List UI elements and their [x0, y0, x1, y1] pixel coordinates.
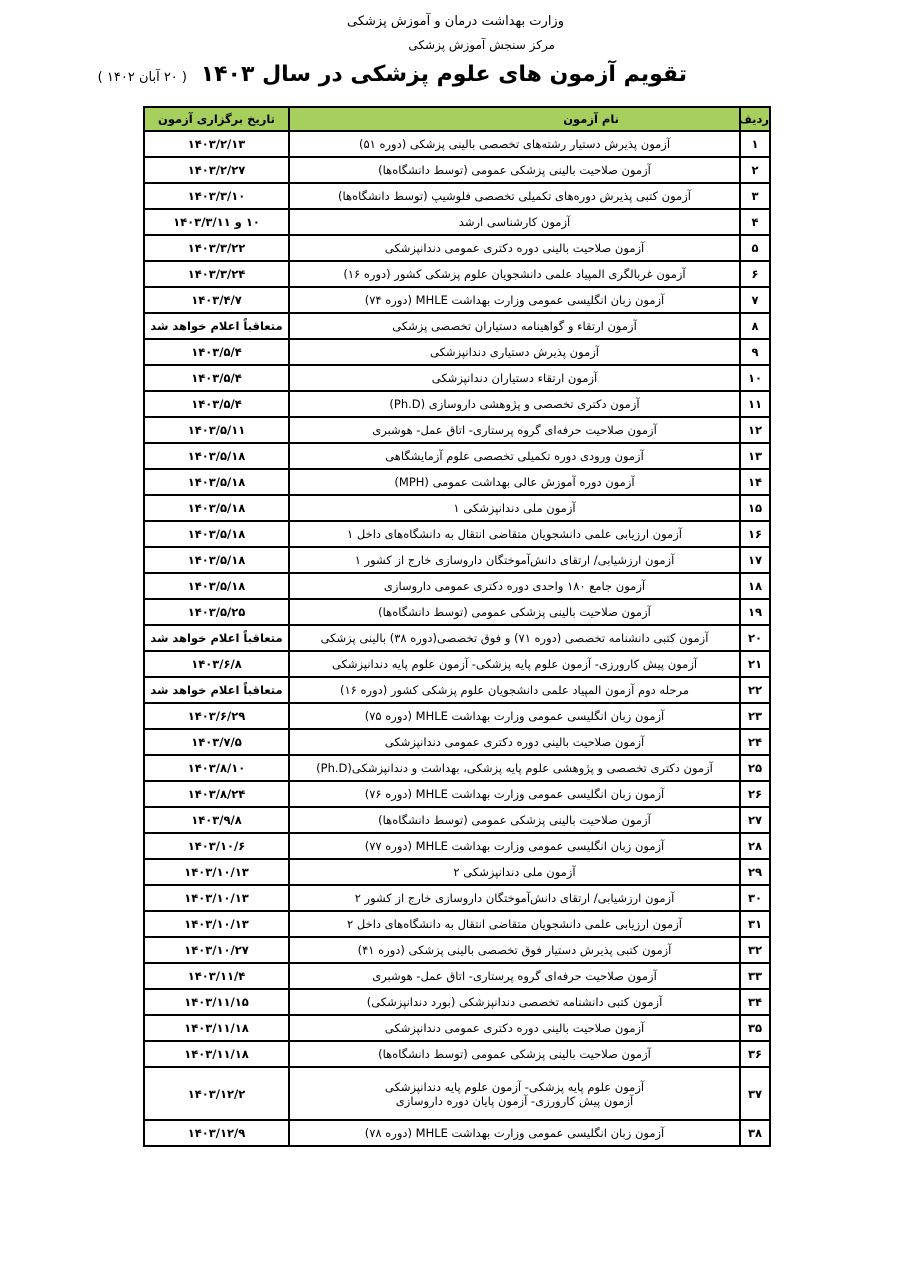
exam-date: ۱۴۰۳/۷/۵ — [144, 729, 289, 755]
exam-date: ۱۰ و ۱۴۰۳/۳/۱۱ — [144, 209, 289, 235]
exam-date: ۱۴۰۳/۵/۲۵ — [144, 599, 289, 625]
row-number: ۳۶ — [740, 1041, 770, 1067]
exam-name: آزمون پیش کارورزی- آزمون علوم پایه پزشکی- آزمون علوم پایه دندانپزشکی — [289, 651, 740, 677]
exam-date: ۱۴۰۳/۵/۱۸ — [144, 547, 289, 573]
exam-date: ۱۴۰۳/۴/۷ — [144, 287, 289, 313]
exam-date: ۱۴۰۳/۱۰/۱۳ — [144, 859, 289, 885]
table-row — [144, 1015, 770, 1041]
exam-date: ۱۴۰۳/۱۲/۹ — [144, 1120, 289, 1146]
exam-name: آزمون کتبی دانشنامه تخصصی دندانپزشکی (بورد دندانپزشکی) — [289, 989, 740, 1015]
row-number: ۳۲ — [740, 937, 770, 963]
exam-date: ۱۴۰۳/۵/۱۸ — [144, 443, 289, 469]
row-number: ۱۶ — [740, 521, 770, 547]
row-number: ۷ — [740, 287, 770, 313]
row-number: ۱۷ — [740, 547, 770, 573]
exam-name — [289, 1067, 740, 1120]
table-row — [144, 1120, 770, 1146]
table-row — [144, 313, 770, 339]
center-name: مرکز سنجش آموزش پزشکی — [408, 38, 555, 52]
table-row — [144, 261, 770, 287]
exam-name: آزمون کتبی دانشنامه تخصصی (دوره ۷۱) و فوق تخصصی(دوره ۳۸) بالینی پزشکی — [289, 625, 740, 651]
table-row — [144, 183, 770, 209]
exam-name: آزمون دکتری تخصصی و پژوهشی علوم پایه پزشکی، بهداشت و دندانپزشکی(Ph.D) — [289, 755, 740, 781]
row-number: ۲ — [740, 157, 770, 183]
table-row — [144, 391, 770, 417]
exam-name: آزمون صلاحیت بالینی دوره دکتری عمومی دندانپزشکی — [289, 1015, 740, 1041]
table-row — [144, 417, 770, 443]
row-number: ۲۶ — [740, 781, 770, 807]
exam-date: ۱۴۰۳/۶/۲۹ — [144, 703, 289, 729]
row-number: ۱۲ — [740, 417, 770, 443]
ministry-name: وزارت بهداشت درمان و آموزش پزشکی — [346, 14, 564, 29]
table-row — [144, 833, 770, 859]
row-number: ۲۹ — [740, 859, 770, 885]
row-number: ۲۱ — [740, 651, 770, 677]
row-number: ۳۳ — [740, 963, 770, 989]
exam-name: آزمون دوره آموزش عالی بهداشت عمومی (MPH) — [289, 469, 740, 495]
row-number: ۲۸ — [740, 833, 770, 859]
exam-name: آزمون ارزشیابی/ ارتقای دانش‌آموختگان داروسازی خارج از کشور ۱ — [289, 547, 740, 573]
row-number: ۱۸ — [740, 573, 770, 599]
exam-name: آزمون صلاحیت بالینی پزشکی عمومی (توسط دانشگاه‌ها) — [289, 157, 740, 183]
table-row — [144, 469, 770, 495]
row-number: ۱۵ — [740, 495, 770, 521]
table-body — [144, 131, 770, 1146]
table-row — [144, 131, 770, 157]
table-row — [144, 989, 770, 1015]
exam-name: آزمون صلاحیت حرفه‌ای گروه پرستاری- اتاق عمل- هوشبری — [289, 417, 740, 443]
row-number: ۸ — [740, 313, 770, 339]
exam-date: ۱۴۰۳/۱۲/۲ — [144, 1067, 289, 1120]
row-number: ۹ — [740, 339, 770, 365]
row-number: ۳۱ — [740, 911, 770, 937]
table-row — [144, 339, 770, 365]
exam-date: ۱۴۰۳/۵/۴ — [144, 391, 289, 417]
table-row — [144, 755, 770, 781]
table-row — [144, 911, 770, 937]
exam-date: ۱۴۰۳/۵/۱۸ — [144, 573, 289, 599]
row-number: ۳۷ — [740, 1067, 770, 1120]
table-row — [144, 781, 770, 807]
table-row — [144, 209, 770, 235]
table-row — [144, 963, 770, 989]
row-number: ۳ — [740, 183, 770, 209]
header-row-number: ردیف — [740, 107, 770, 131]
exam-name: مرحله دوم آزمون المپیاد علمی دانشجویان علوم پزشکی کشور (دوره ۱۶) — [289, 677, 740, 703]
exam-name: آزمون پذیرش دستیار رشته‌های تخصصی بالینی پزشکی (دوره ۵۱) — [289, 131, 740, 157]
row-number: ۱۰ — [740, 365, 770, 391]
table-row — [144, 651, 770, 677]
exam-date: ۱۴۰۳/۸/۲۴ — [144, 781, 289, 807]
row-number: ۲۳ — [740, 703, 770, 729]
header-exam-name: نام آزمون — [289, 107, 740, 131]
exam-date: ۱۴۰۳/۵/۴ — [144, 365, 289, 391]
title-date: ( ۲۰ آبان ۱۴۰۲ ) — [97, 70, 188, 85]
exam-name: آزمون ارزیابی علمی دانشجویان متقاضی انتقال به دانشگاه‌های داخل ۲ — [289, 911, 740, 937]
exam-name: آزمون ملی دندانپزشکی ۱ — [289, 495, 740, 521]
row-number: ۴ — [740, 209, 770, 235]
exam-name: آزمون زبان انگلیسی عمومی وزارت بهداشت MHLE (دوره ۷۸) — [289, 1120, 740, 1146]
row-number: ۲۴ — [740, 729, 770, 755]
row-number: ۱۴ — [740, 469, 770, 495]
exam-calendar-table — [143, 106, 771, 1147]
exam-name: آزمون کارشناسی ارشد — [289, 209, 740, 235]
exam-date: ۱۴۰۳/۵/۱۸ — [144, 521, 289, 547]
table-row — [144, 157, 770, 183]
exam-date: ۱۴۰۳/۳/۱۰ — [144, 183, 289, 209]
title-text: تقویم آزمون های علوم پزشکی در سال ۱۴۰۳ — [200, 62, 687, 87]
row-number: ۳۵ — [740, 1015, 770, 1041]
exam-name: آزمون ملی دندانپزشکی ۲ — [289, 859, 740, 885]
exam-name: آزمون کتبی پذیرش دوره‌های تکمیلی تخصصی فلوشیپ (توسط دانشگاه‌ها) — [289, 183, 740, 209]
exam-name: آزمون دکتری تخصصی و پژوهشی داروسازی (Ph.D) — [289, 391, 740, 417]
table-row — [144, 547, 770, 573]
row-number: ۱ — [740, 131, 770, 157]
exam-name: آزمون ارتقاء و گواهینامه دستیاران تخصصی پزشکی — [289, 313, 740, 339]
exam-name: آزمون صلاحیت بالینی دوره دکتری عمومی دندانپزشکی — [289, 235, 740, 261]
table-row — [144, 729, 770, 755]
table-row — [144, 937, 770, 963]
row-number: ۲۰ — [740, 625, 770, 651]
row-number: ۵ — [740, 235, 770, 261]
table-row — [144, 443, 770, 469]
exam-name: آزمون ارزشیابی/ ارتقای دانش‌آموختگان داروسازی خارج از کشور ۲ — [289, 885, 740, 911]
exam-name: آزمون غربالگری المپیاد علمی دانشجویان علوم پزشکی کشور (دوره ۱۶) — [289, 261, 740, 287]
exam-date: ۱۴۰۳/۳/۲۲ — [144, 235, 289, 261]
exam-date: ۱۴۰۳/۱۱/۱۵ — [144, 989, 289, 1015]
table-row — [144, 859, 770, 885]
exam-date: متعاقباً اعلام خواهد شد — [144, 313, 289, 339]
table-row — [144, 599, 770, 625]
header-exam-date: تاریخ برگزاری آزمون — [144, 107, 289, 131]
table-row — [144, 677, 770, 703]
row-number: ۲۵ — [740, 755, 770, 781]
table-row — [144, 1067, 770, 1120]
exam-date: ۱۴۰۳/۳/۲۴ — [144, 261, 289, 287]
table-row — [144, 365, 770, 391]
exam-name: آزمون ارتقاء دستیاران دندانپزشکی — [289, 365, 740, 391]
exam-name: آزمون ارزیابی علمی دانشجویان متقاضی انتقال به دانشگاه‌های داخل ۱ — [289, 521, 740, 547]
table-row — [144, 235, 770, 261]
exam-name: آزمون زبان انگلیسی عمومی وزارت بهداشت MHLE (دوره ۷۴) — [289, 287, 740, 313]
table-row — [144, 1041, 770, 1067]
table-row — [144, 573, 770, 599]
exam-date: متعاقباً اعلام خواهد شد — [144, 677, 289, 703]
exam-date: ۱۴۰۳/۵/۴ — [144, 339, 289, 365]
exam-name: آزمون زبان انگلیسی عمومی وزارت بهداشت MHLE (دوره ۷۵) — [289, 703, 740, 729]
exam-name-line-1: آزمون علوم پایه پزشکی- آزمون علوم پایه دندانپزشکی — [384, 1079, 645, 1094]
row-number: ۲۲ — [740, 677, 770, 703]
exam-date: ۱۴۰۳/۵/۱۸ — [144, 495, 289, 521]
row-number: ۱۱ — [740, 391, 770, 417]
exam-name: آزمون صلاحیت بالینی پزشکی عمومی (توسط دانشگاه‌ها) — [289, 599, 740, 625]
exam-name: آزمون پذیرش دستیاری دندانپزشکی — [289, 339, 740, 365]
row-number: ۳۰ — [740, 885, 770, 911]
exam-name: آزمون ورودی دوره تکمیلی تخصصی علوم آزمایشگاهی — [289, 443, 740, 469]
row-number: ۳۴ — [740, 989, 770, 1015]
row-number: ۱۳ — [740, 443, 770, 469]
exam-name: آزمون صلاحیت بالینی پزشکی عمومی (توسط دانشگاه‌ها) — [289, 807, 740, 833]
exam-name: آزمون صلاحیت حرفه‌ای گروه پرستاری- اتاق عمل- هوشبری — [289, 963, 740, 989]
exam-name: آزمون کتبی پذیرش دستیار فوق تخصصی بالینی پزشکی (دوره ۴۱) — [289, 937, 740, 963]
table-header-row — [144, 107, 770, 131]
exam-date: ۱۴۰۳/۲/۱۳ — [144, 131, 289, 157]
row-number: ۳۸ — [740, 1120, 770, 1146]
exam-date: متعاقباً اعلام خواهد شد — [144, 625, 289, 651]
exam-date: ۱۴۰۳/۹/۸ — [144, 807, 289, 833]
exam-date: ۱۴۰۳/۱۱/۱۸ — [144, 1015, 289, 1041]
exam-date: ۱۴۰۳/۲/۲۷ — [144, 157, 289, 183]
table-row — [144, 521, 770, 547]
exam-name: آزمون صلاحیت بالینی دوره دکتری عمومی دندانپزشکی — [289, 729, 740, 755]
exam-date: ۱۴۰۳/۱۰/۱۳ — [144, 911, 289, 937]
exam-date: ۱۴۰۳/۱۰/۶ — [144, 833, 289, 859]
exam-name: آزمون زبان انگلیسی عمومی وزارت بهداشت MHLE (دوره ۷۶) — [289, 781, 740, 807]
exam-date: ۱۴۰۳/۱۰/۲۷ — [144, 937, 289, 963]
table-row — [144, 807, 770, 833]
exam-name: آزمون جامع ۱۸۰ واحدی دوره دکتری عمومی داروسازی — [289, 573, 740, 599]
exam-date: ۱۴۰۳/۶/۸ — [144, 651, 289, 677]
exam-date: ۱۴۰۳/۱۱/۴ — [144, 963, 289, 989]
exam-name: آزمون زبان انگلیسی عمومی وزارت بهداشت MHLE (دوره ۷۷) — [289, 833, 740, 859]
table-row — [144, 885, 770, 911]
row-number: ۱۹ — [740, 599, 770, 625]
exam-name-line-2: آزمون پیش کارورزی- آزمون پایان دوره داروسازی — [395, 1093, 634, 1108]
exam-name: آزمون صلاحیت بالینی پزشکی عمومی (توسط دانشگاه‌ها) — [289, 1041, 740, 1067]
page-title — [98, 62, 687, 87]
table-row — [144, 287, 770, 313]
exam-date: ۱۴۰۳/۱۱/۱۸ — [144, 1041, 289, 1067]
table-row — [144, 703, 770, 729]
row-number: ۲۷ — [740, 807, 770, 833]
row-number: ۶ — [740, 261, 770, 287]
exam-date: ۱۴۰۳/۸/۱۰ — [144, 755, 289, 781]
table-row — [144, 625, 770, 651]
exam-date: ۱۴۰۳/۵/۱۱ — [144, 417, 289, 443]
exam-date: ۱۴۰۳/۱۰/۱۳ — [144, 885, 289, 911]
exam-date: ۱۴۰۳/۵/۱۸ — [144, 469, 289, 495]
table-row — [144, 495, 770, 521]
